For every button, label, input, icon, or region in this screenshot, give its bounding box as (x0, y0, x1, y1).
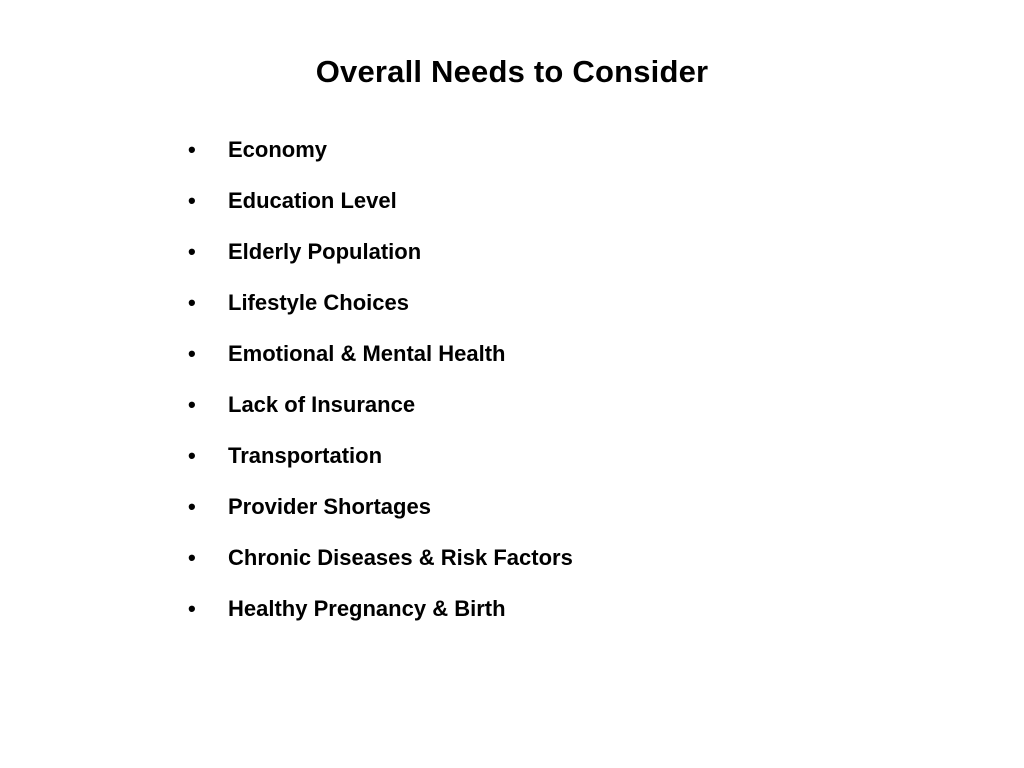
bullet-text: Lifestyle Choices (228, 289, 409, 315)
bullet-text: Chronic Diseases & Risk Factors (228, 545, 573, 571)
bullet-item-elderly-population (186, 226, 573, 277)
bullet-text: Education Level (228, 187, 397, 213)
bullet-icon: • (188, 443, 196, 469)
bullet-text: Transportation (228, 443, 383, 469)
bullet-text: Elderly Population (228, 238, 422, 264)
bullet-icon: • (188, 392, 196, 418)
bullet-item-lack-of-insurance (186, 379, 573, 430)
bullet-item-transportation (186, 431, 573, 482)
bullet-item-emotional-mental-health (186, 328, 573, 379)
bullet-icon: • (188, 187, 196, 213)
bullet-text: Emotional & Mental Health (228, 340, 506, 366)
bullet-icon: • (188, 289, 196, 315)
bullet-text: Healthy Pregnancy & Birth (228, 596, 506, 622)
bullet-item-healthy-pregnancy-birth (186, 584, 573, 635)
bullet-icon: • (188, 596, 196, 622)
bullet-item-provider-shortages (186, 482, 573, 533)
slide-title: Overall Needs to Consider (315, 54, 709, 89)
bullet-text: Economy (228, 136, 328, 162)
bullet-list (186, 124, 573, 635)
bullet-text: Provider Shortages (228, 494, 431, 520)
bullet-item-education-level (186, 175, 573, 226)
bullet-icon: • (188, 340, 196, 366)
bullet-icon: • (188, 494, 196, 520)
bullet-item-lifestyle-choices (186, 277, 573, 328)
bullet-icon: • (188, 238, 196, 264)
bullet-icon: • (188, 136, 196, 162)
bullet-text: Lack of Insurance (228, 392, 416, 418)
bullet-item-economy (186, 124, 573, 175)
bullet-icon: • (188, 545, 196, 571)
bullet-item-chronic-diseases-risk-factors (186, 533, 573, 584)
